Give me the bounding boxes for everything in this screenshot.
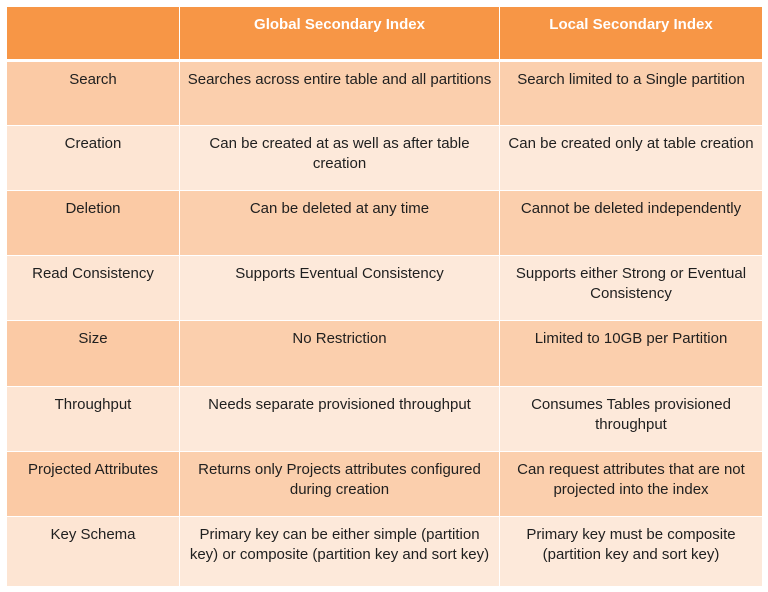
- row-gsi-value: Supports Eventual Consistency: [180, 256, 500, 321]
- row-lsi-value: Can be created only at table creation: [500, 126, 763, 191]
- table-row: [7, 256, 763, 321]
- table-row: [7, 451, 763, 516]
- row-gsi-value: Can be deleted at any time: [180, 191, 500, 256]
- row-feature-label: Deletion: [7, 191, 180, 256]
- row-gsi-value: Returns only Projects attributes configured during creation: [180, 451, 500, 516]
- row-gsi-value: Searches across entire table and all partitions: [180, 61, 500, 126]
- table-row: [7, 126, 763, 191]
- row-lsi-value: Search limited to a Single partition: [500, 61, 763, 126]
- row-gsi-value: No Restriction: [180, 321, 500, 386]
- row-lsi-value: Can request attributes that are not projected into the index: [500, 451, 763, 516]
- row-lsi-value: Cannot be deleted independently: [500, 191, 763, 256]
- row-feature-label: Search: [7, 61, 180, 126]
- header-local-secondary-index: Local Secondary Index: [500, 7, 763, 61]
- row-lsi-value: Limited to 10GB per Partition: [500, 321, 763, 386]
- comparison-table: [6, 6, 763, 587]
- comparison-table-container: [6, 6, 762, 587]
- header-blank-cell: [7, 7, 180, 61]
- table-row: [7, 321, 763, 386]
- row-lsi-value: Primary key must be composite (partition key and sort key): [500, 516, 763, 586]
- row-feature-label: Read Consistency: [7, 256, 180, 321]
- table-header-row: [7, 7, 763, 61]
- row-feature-label: Size: [7, 321, 180, 386]
- row-lsi-value: Supports either Strong or Eventual Consistency: [500, 256, 763, 321]
- row-feature-label: Throughput: [7, 386, 180, 451]
- table-row: [7, 191, 763, 256]
- row-gsi-value: Needs separate provisioned throughput: [180, 386, 500, 451]
- table-row: [7, 516, 763, 586]
- table-row: [7, 61, 763, 126]
- row-gsi-value: Primary key can be either simple (partition key) or composite (partition key and sort key): [180, 516, 500, 586]
- header-global-secondary-index: Global Secondary Index: [180, 7, 500, 61]
- row-lsi-value: Consumes Tables provisioned throughput: [500, 386, 763, 451]
- row-gsi-value: Can be created at as well as after table creation: [180, 126, 500, 191]
- row-feature-label: Key Schema: [7, 516, 180, 586]
- row-feature-label: Creation: [7, 126, 180, 191]
- row-feature-label: Projected Attributes: [7, 451, 180, 516]
- table-row: [7, 386, 763, 451]
